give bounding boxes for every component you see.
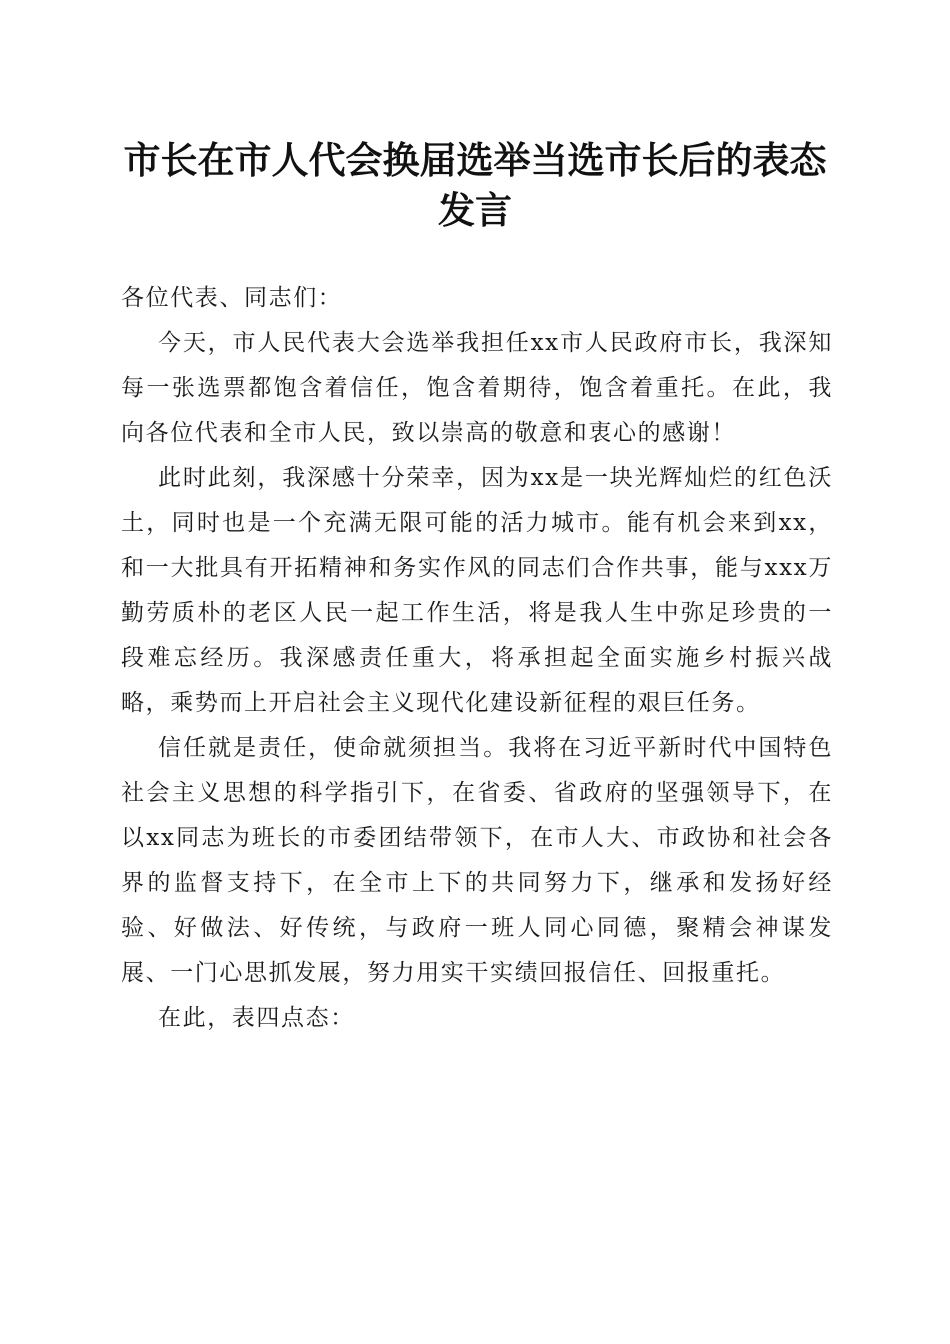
- paragraph-4: 在此，表四点态：: [158, 1005, 355, 1031]
- salutation: 各位代表、同志们：: [121, 285, 343, 311]
- paragraph-3: 信任就是责任，使命就须担当。我将在习近平新时代中国特色社会主义思想的科学指引下，在省委、省政府的坚强领导下，在以xx同志为班长的市委团结带领下，在市人大、市政协和社会各界的监督支持下，在全市上下的共同努力下，继承和发扬好经验、好做法、好传统，与政府一班人同心同德，聚精会神谋发展、一门心思抓发展，努力用实干实绩回报信任、回报重托。: [121, 735, 833, 986]
- document-title: 市长在市人代会换届选举当选市长后的表态发言: [123, 138, 827, 232]
- document-body: [121, 276, 833, 1041]
- paragraph-2: 此时此刻，我深感十分荣幸，因为xx是一块光辉灿烂的红色沃土，同时也是一个充满无限可能的活力城市。能有机会来到xx，和一大批具有开拓精神和务实作风的同志们合作共事，能与xxx万勤劳质朴的老区人民一起工作生活，将是我人生中弥足珍贵的一段难忘经历。我深感责任重大，将承担起全面实施乡村振兴战略，乘势而上开启社会主义现代化建设新征程的艰巨任务。: [121, 465, 833, 716]
- paragraph-1: 今天，市人民代表大会选举我担任xx市人民政府市长，我深知每一张选票都饱含着信任，饱含着期待，饱含着重托。在此，我向各位代表和全市人民，致以崇高的敬意和衷心的感谢！: [121, 330, 833, 446]
